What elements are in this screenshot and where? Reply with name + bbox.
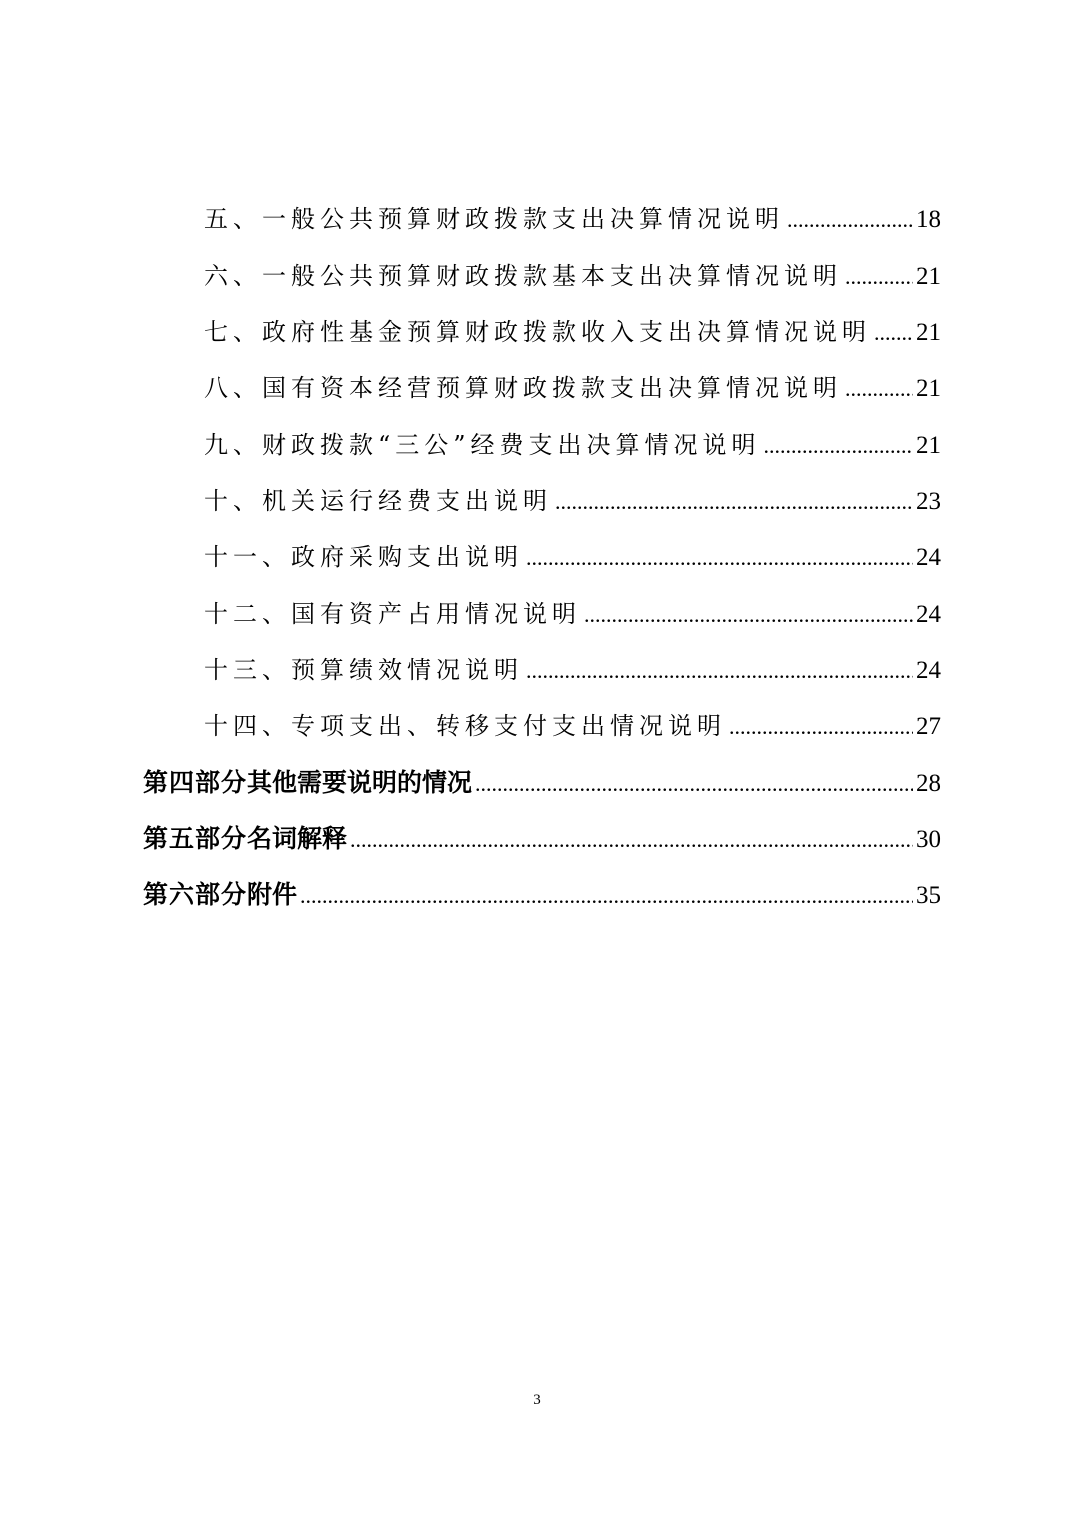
toc-entry-title: 六、一般公共预算财政拨款基本支出决算情况说明 — [204, 262, 842, 290]
toc-leader-dots — [475, 759, 913, 809]
toc-entry-8[interactable] — [204, 363, 941, 413]
toc-leader-dots — [764, 421, 913, 471]
toc-entry-page: 24 — [916, 601, 941, 628]
toc-entry-title: 五、一般公共预算财政拨款支出决算情况说明 — [204, 205, 784, 233]
toc-part-page: 28 — [916, 770, 941, 797]
toc-part-4[interactable] — [143, 758, 941, 808]
toc-part-label: 第五部分 — [143, 824, 248, 853]
toc-entry-title: 十二、国有资产占用情况说明 — [204, 600, 581, 628]
toc-leader-dots — [787, 195, 913, 245]
toc-part-label: 第四部分 — [143, 768, 248, 797]
toc-part-page: 30 — [916, 826, 941, 853]
toc-leader-dots — [845, 252, 913, 302]
toc-entry-page: 18 — [916, 206, 941, 233]
toc-leader-dots — [845, 364, 913, 414]
toc-leader-dots — [874, 308, 913, 358]
toc-leader-dots — [526, 646, 913, 696]
toc-entry-9[interactable] — [204, 420, 941, 470]
toc-entry-title: 十、机关运行经费支出说明 — [204, 487, 552, 515]
toc-entry-title: 十一、政府采购支出说明 — [204, 543, 523, 571]
toc-entry-page: 27 — [916, 713, 941, 740]
toc-entry-title: 九、财政拨款“三公”经费支出决算情况说明 — [204, 431, 761, 459]
toc-part-title: 附件 — [247, 880, 298, 909]
toc-part-6[interactable] — [143, 870, 941, 920]
toc-entry-page: 21 — [916, 432, 941, 459]
toc-entry-title: 十四、专项支出、转移支付支出情况说明 — [204, 712, 726, 740]
toc-leader-dots — [584, 590, 913, 640]
toc-entry-5[interactable] — [204, 194, 941, 244]
toc-part-page: 35 — [916, 882, 941, 909]
toc-entry-page: 23 — [916, 488, 941, 515]
toc-entry-6[interactable] — [204, 251, 941, 301]
toc-entry-page: 21 — [916, 375, 941, 402]
toc-part-title: 其他需要说明的情况 — [247, 768, 473, 797]
page-number: 3 — [533, 1392, 541, 1408]
toc-entry-7[interactable] — [204, 307, 941, 357]
toc-entry-title: 七、政府性基金预算财政拨款收入支出决算情况说明 — [204, 318, 871, 346]
toc-entry-title: 八、国有资本经营预算财政拨款支出决算情况说明 — [204, 374, 842, 402]
toc-entry-10[interactable] — [204, 476, 941, 526]
toc-entry-13[interactable] — [204, 645, 941, 695]
toc-part-title: 名词解释 — [247, 824, 348, 853]
toc-entry-title: 十三、预算绩效情况说明 — [204, 656, 523, 684]
toc-leader-dots — [350, 815, 913, 865]
toc-leader-dots — [729, 702, 913, 752]
toc-entry-14[interactable] — [204, 701, 941, 751]
toc-leader-dots — [526, 533, 913, 583]
toc-leader-dots — [300, 871, 913, 921]
toc-part-label: 第六部分 — [143, 880, 248, 909]
toc-entry-page: 21 — [916, 263, 941, 290]
toc-entry-page: 24 — [916, 544, 941, 571]
toc-leader-dots — [555, 477, 913, 527]
toc-entry-11[interactable] — [204, 532, 941, 582]
toc-entry-page: 24 — [916, 657, 941, 684]
toc-part-5[interactable] — [143, 814, 941, 864]
toc-entry-page: 21 — [916, 319, 941, 346]
toc-entry-12[interactable] — [204, 589, 941, 639]
